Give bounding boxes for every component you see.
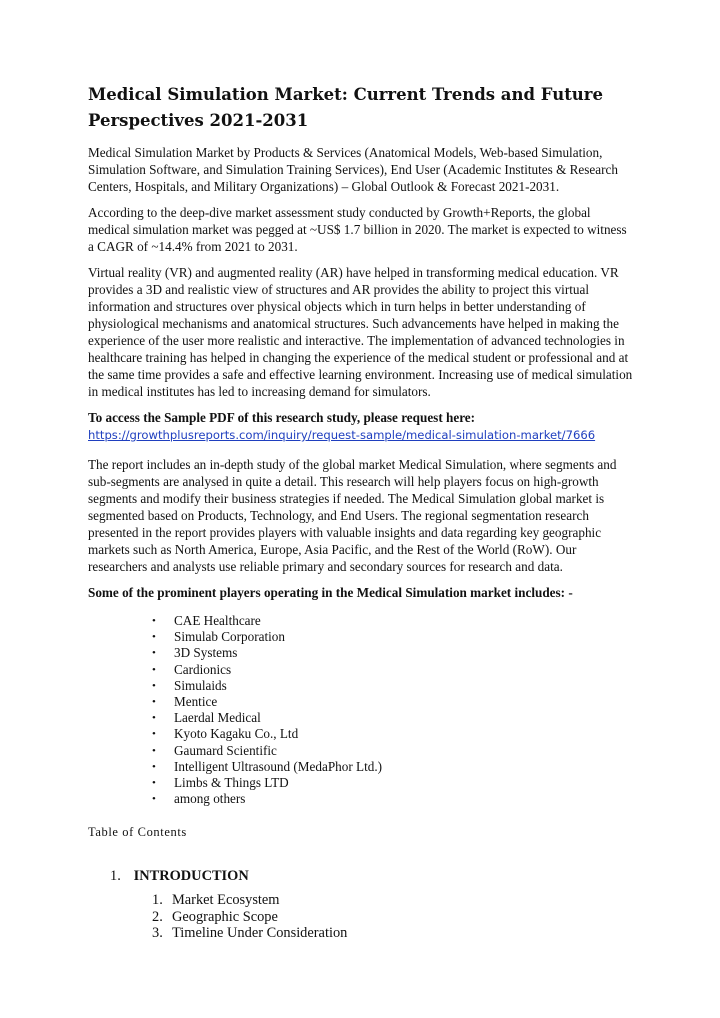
market-size-paragraph: According to the deep-dive market assessment study conducted by Growth+Reports, the global medical simulation market was pegged at ~US$ 1.7 billion in 2020. The market is expected to witness a CAGR of ~14.4% from 2021 to 2031. [88,205,627,254]
list-item: • Simulaids [152,677,227,693]
bullet-icon: • [152,793,156,806]
bullet-icon: • [152,744,156,757]
players-list [88,613,634,807]
list-item: • among others [152,791,246,807]
list-item: • CAE Healthcare [152,613,261,628]
list-item: • Simulab Corporation [152,629,285,645]
list-item: • Mentice [152,694,218,710]
bullet-icon: • [152,712,156,725]
bullet-icon: • [152,728,156,741]
toc-section-label: INTRODUCTION [133,868,249,885]
vr-ar-paragraph: Virtual reality (VR) and augmented reality (AR) have helped in transforming medical education. VR provides a 3D and realistic view of structures and AR provides the ability to project this virtual information and structures over physical objects which in turn helps in better understanding of physiological mechanisms and anatomical structures. Such advancements have helped in making the experience of the user more realistic and interactive. The implementation of advanced technologies in healthcare training has helped in changing the experience of the medical student or professional and at the same time provides a safe and effective learning environment. Increasing use of medical simulation in medical institutes has led to increasing demand for simulators. [88,265,633,399]
bullet-icon: • [152,679,156,692]
list-item: • Laerdal Medical [152,710,261,726]
toc-section-number: 1. [110,868,121,885]
market-scope-paragraph: Medical Simulation Market by Products & Services (Anatomical Models, Web-based Simulation, Simulation Software, and Simulation Training Services), End User (Academic Institutes & Research Centers, Hospitals, and Military Organizations) – Global Outlook & Forecast 2021-2031. [88,145,618,194]
bullet-icon: • [152,760,156,773]
players-heading: Some of the prominent players operating in the Medical Simulation market includes: - [88,585,573,600]
report-overview-paragraph: The report includes an in-depth study of the global market Medical Simulation, where segments and sub-segments are analysed in quite a detail. This research will help players focus on high-growth segments and modify their business strategies if needed. The Medical Simulation global market is segmented based on Products, Technology, and End Users. The regional segmentation research presented in the report provides players with valuable insights and data regarding key geographic markets such as North America, Europe, Asia Pacific, and the Rest of the World (RoW). Our researchers and analysts use reliable primary and secondary sources for research and data. [88,457,617,574]
toc-sub-list [88,892,634,942]
bullet-icon: • [152,663,156,676]
toc-sub-item: 3. Timeline Under Consideration [152,925,348,942]
document-title: Medical Simulation Market: Current Trends and Future Perspectives 2021-2031 [88,85,603,130]
list-item: • Limbs & Things LTD [152,775,289,791]
bullet-icon: • [152,777,156,790]
bullet-icon: • [152,631,156,644]
toc-sub-item: 1. Market Ecosystem [152,892,280,909]
sample-request-label: To access the Sample PDF of this research study, please request here: [88,410,476,425]
bullet-icon: • [152,647,156,660]
list-item: • Cardionics [152,661,232,677]
toc-sub-item: 2. Geographic Scope [152,908,278,925]
toc-section-introduction [88,868,634,885]
list-item: • Intelligent Ultrasound (MedaPhor Ltd.) [152,758,383,774]
toc-heading: Table of Contents [88,825,187,840]
list-item: • 3D Systems [152,645,238,661]
bullet-icon: • [152,696,156,709]
list-item: • Gaumard Scientific [152,742,277,758]
bullet-icon: • [152,615,156,627]
list-item: • Kyoto Kagaku Co., Ltd [152,726,299,742]
sample-request-link[interactable]: https://growthplusreports.com/inquiry/request-sample/medical-simulation-market/7666 [88,428,596,442]
